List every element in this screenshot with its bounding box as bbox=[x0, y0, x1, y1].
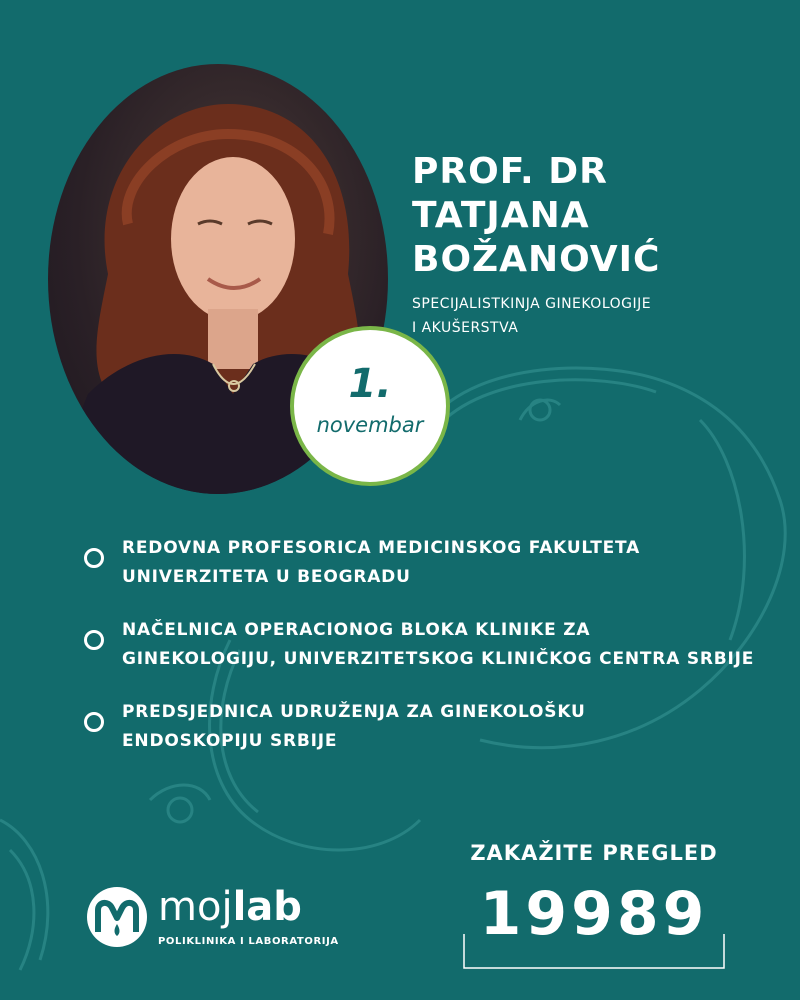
doctor-title: PROF. DR bbox=[412, 151, 608, 192]
credential-item bbox=[84, 698, 784, 756]
credential-item bbox=[84, 616, 784, 674]
booking-frame-icon bbox=[462, 874, 726, 970]
booking-phone-number[interactable]: 19989 bbox=[479, 879, 709, 949]
booking-block bbox=[462, 838, 726, 954]
logo-tagline: POLIKLINIKA I LABORATORIJA bbox=[158, 936, 339, 947]
logo-word-lab: lab bbox=[232, 884, 302, 930]
bullet-circle-icon bbox=[84, 630, 104, 650]
date-badge bbox=[290, 326, 450, 486]
logo-wordmark bbox=[158, 884, 302, 930]
credential-item bbox=[84, 534, 784, 592]
doctor-first-name: TATJANA bbox=[412, 195, 590, 236]
credential-line: REDOVNA PROFESORICA MEDICINSKOG FAKULTETA bbox=[122, 538, 641, 558]
mojlab-logo-icon bbox=[86, 886, 148, 948]
bullet-circle-icon bbox=[84, 712, 104, 732]
bullet-circle-icon bbox=[84, 548, 104, 568]
credential-line: ENDOSKOPIJU SRBIJE bbox=[122, 731, 338, 751]
credential-line: NAČELNICA OPERACIONOG BLOKA KLINIKE ZA bbox=[122, 620, 591, 640]
date-month: novembar bbox=[316, 413, 424, 437]
booking-label: ZAKAŽITE PREGLED bbox=[470, 841, 718, 865]
credentials-list bbox=[84, 534, 784, 780]
doctor-name-block bbox=[412, 150, 782, 340]
credential-line: UNIVERZITETA U BEOGRADU bbox=[122, 567, 411, 587]
doctor-last-name: BOŽANOVIĆ bbox=[412, 239, 661, 280]
doctor-specialty: SPECIJALISTKINJA GINEKOLOGIJE I AKUŠERSTVA bbox=[412, 296, 652, 336]
credential-line: GINEKOLOGIJU, UNIVERZITETSKOG KLINIČKOG CENTRA SRBIJE bbox=[122, 649, 755, 669]
credential-line: PREDSJEDNICA UDRUŽENJA ZA GINEKOLOŠKU bbox=[122, 702, 586, 722]
mojlab-logo bbox=[86, 882, 346, 962]
date-day: 1. bbox=[348, 361, 392, 407]
logo-word-moj: moj bbox=[158, 884, 233, 930]
